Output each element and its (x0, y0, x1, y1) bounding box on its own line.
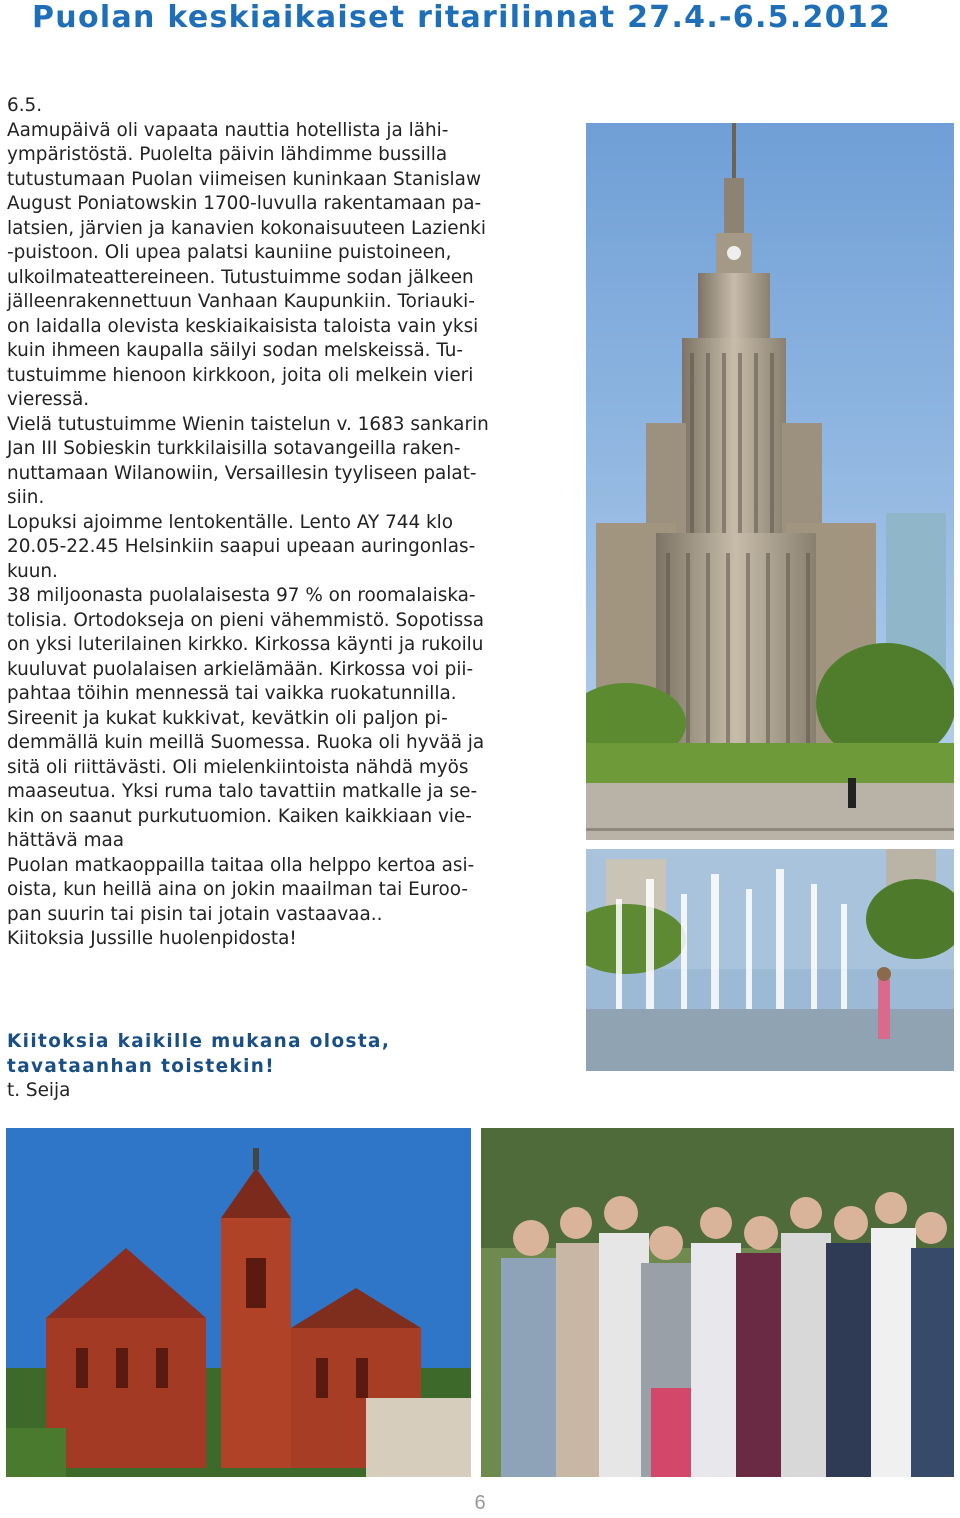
article-line: Puolan matkaoppailla taitaa olla helppo kertoa asi- (7, 854, 475, 876)
article-line: kuin ihmeen kaupalla säilyi sodan melskeissä. Tu- (7, 340, 464, 361)
article-line: pan suurin tai pisin tai jotain vastaavaa.. (7, 903, 383, 925)
closing-headline-line-2: tavataanhan toistekin! (7, 1055, 276, 1077)
fountain-illustration (586, 849, 954, 1071)
article-line: oista, kun heillä aina on jokin maailman tai Euroo- (7, 879, 469, 900)
article-line: demmällä kuin meillä Suomessa. Ruoka oli hyvää ja (7, 732, 485, 753)
article-line: ympäristöstä. Puolelta päivin lähdimme bussilla (7, 144, 448, 165)
article-line: sitä oli riittävästi. Oli mielenkiintoista nähdä myös (7, 756, 469, 778)
article-line: ulkoilmateattereineen. Tutustuimme sodan jälkeen (7, 266, 474, 288)
article-line: Kiitoksia Jussille huolenpidosta! (7, 928, 297, 949)
article-line: kuuluvat puolalaisen arkielämään. Kirkossa voi pii- (7, 658, 474, 680)
page-title: Puolan keskiaikaiset ritarilinnat 27.4.-6.5.2012 (32, 0, 892, 35)
closing-section (7, 1030, 567, 1104)
page-number: 6 (474, 1492, 486, 1514)
article-line: on laidalla olevista keskiaikaisista taloista vain yksi (7, 315, 479, 337)
article-line: Aamupäivä oli vapaata nauttia hotellista ja lähi- (7, 119, 449, 141)
article-line: hättävä maa (7, 830, 125, 851)
photo-fountain (586, 849, 954, 1071)
article-text (7, 94, 575, 952)
article-line: siin. (7, 487, 45, 508)
article-line: 38 miljoonasta puolalaisesta 97 % on roomalaiska- (7, 585, 476, 606)
article-line: jälleenrakennettuun Vanhaan Kaupunkiin. Toriauki- (7, 291, 475, 312)
article-line: pahtaa töihin mennessä tai vaikka ruokatunnilla. (7, 683, 457, 704)
palace-tower-illustration (586, 123, 954, 840)
article-line: vieressä. (7, 389, 90, 410)
travel-group-illustration (481, 1128, 954, 1477)
article-body (7, 94, 575, 952)
article-line: tolisia. Ortodokseja on pieni vähemmistö. Sopotissa (7, 609, 485, 631)
article-line: Vielä tutustuimme Wienin taistelun v. 1683 sankarin (7, 413, 489, 435)
photo-palace-tower (586, 123, 954, 840)
article-line: 20.05-22.45 Helsinkiin saapui upeaan auringonlas- (7, 536, 476, 557)
article-line: Lopuksi ajoimme lentokentälle. Lento AY 744 klo (7, 511, 454, 533)
article-line: latsien, järvien ja kanavien kokonaisuuteen Lazienki (7, 217, 487, 239)
article-line: Sireenit ja kukat kukkivat, kevätkin oli paljon pi- (7, 707, 448, 729)
article-line: nuttamaan Wilanowiin, Versaillesin tyyliseen palat- (7, 462, 477, 484)
article-line: on yksi luterilainen kirkko. Kirkossa käynti ja rukoilu (7, 634, 484, 655)
photo-travel-group (481, 1128, 954, 1477)
article-line: August Poniatowskin 1700-luvulla rakentamaan pa- (7, 193, 482, 214)
article-line: maaseutua. Yksi ruma talo tavattiin matkalle ja se- (7, 781, 478, 802)
article-line: tutustumaan Puolan viimeisen kuninkaan Stanislaw (7, 168, 481, 190)
article-line: Jan III Sobieskin turkkilaisilla sotavangeilla raken- (7, 438, 461, 459)
article-line: kin on saanut purkutuomion. Kaiken kaikkiaan vie- (7, 805, 472, 827)
article-line: kuun. (7, 560, 58, 582)
closing-headline-line-1: Kiitoksia kaikille mukana olosta, (7, 1031, 391, 1052)
closing-signature: t. Seija (7, 1080, 71, 1101)
brick-church-illustration (6, 1128, 471, 1477)
article-line: -puistoon. Oli upea palatsi kauniine puistoineen, (7, 242, 452, 263)
article-line: tustuimme hienoon kirkkoon, joita oli melkein vieri (7, 364, 474, 386)
article-line: 6.5. (7, 95, 43, 116)
photo-brick-church (6, 1128, 471, 1477)
